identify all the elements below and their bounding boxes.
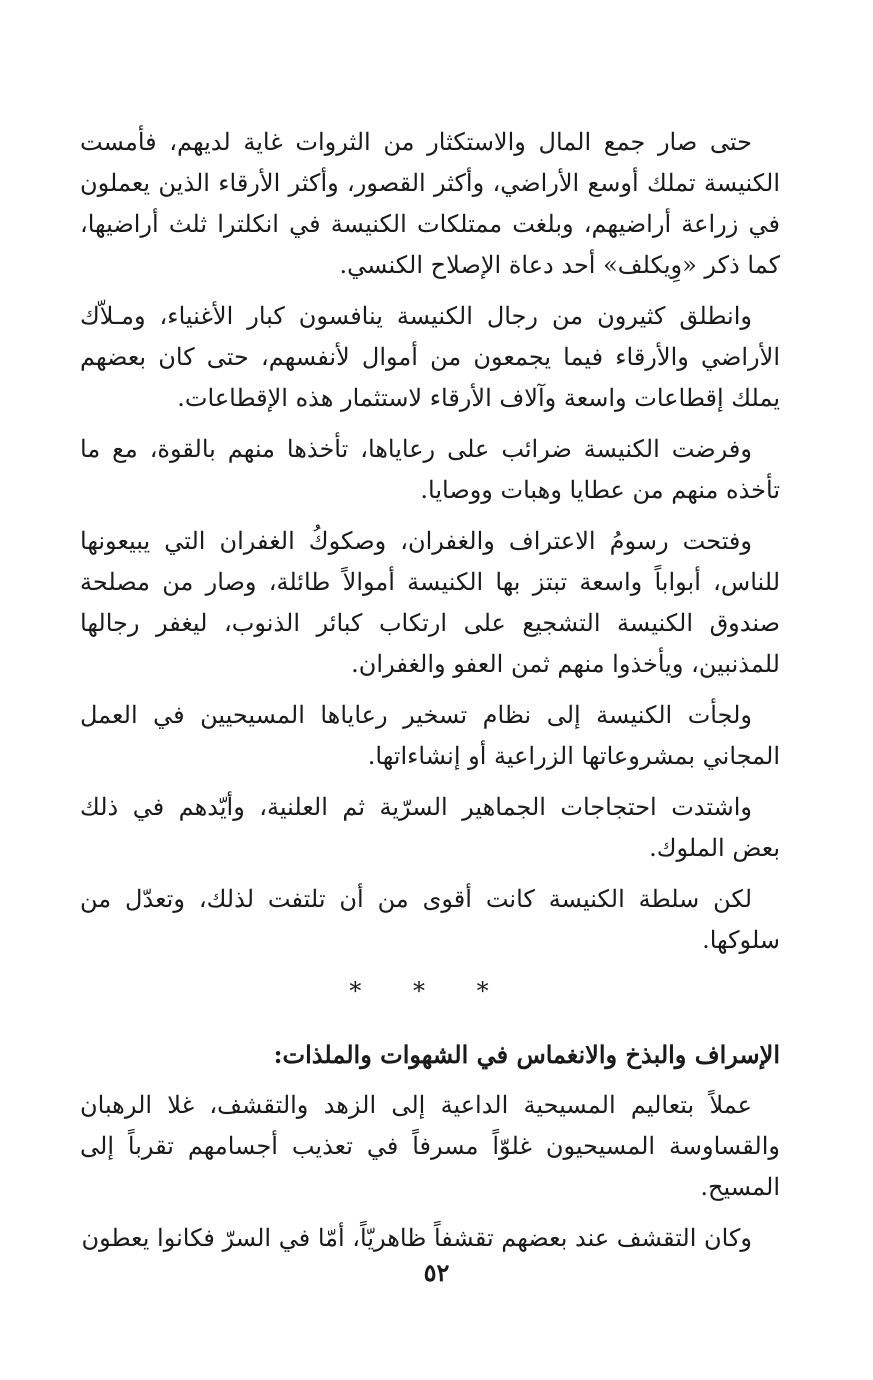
paragraph-4: وفتحت رسومُ الاعتراف والغفران، وصكوكُ الغفران التي يبيعونها للناس، أبواباً واسعة تبتز بها الكنيسة أموالاً طائلة، وصار من مصلحة صندوق الكنيسة التشجيع على ارتكاب كبائر الذنوب، ليغفر رجالها للمذنبين، ويأخذوا منهم ثمن العفو والغفران. [80, 527, 780, 678]
section-paragraph-2: وكان التقشف عند بعضهم تقشفاً ظاهريّاً، أمّا في السرّ فكانوا يعطون [81, 1224, 752, 1252]
section-heading: الإسراف والبذخ والانغماس في الشهوات والملذات: [273, 1040, 780, 1069]
page-body [80, 122, 780, 1269]
paragraph-2: وانطلق كثيرون من رجال الكنيسة ينافسون كبار الأغنياء، ومـلاّك الأراضي والأرقاء فيما يجمعون من أموال لأنفسهم، حتى كان بعضهم يملك إقطاعات واسعة وآلاف الأرقاء لاستثمار هذه الإقطاعات. [80, 302, 780, 412]
page-number: ٥٢ [423, 1258, 450, 1287]
paragraph-6: واشتدت احتجاجات الجماهير السرّية ثم العلنية، وأيّدهم في ذلك بعض الملوك. [80, 793, 780, 862]
paragraph-3: وفرضت الكنيسة ضرائب على رعاياها، تأخذها منهم بالقوة، مع ما تأخذه منهم من عطايا وهبات ووصايا. [80, 435, 780, 504]
paragraph-5: ولجأت الكنيسة إلى نظام تسخير رعاياها المسيحيين في العمل المجاني بمشروعاتها الزراعية أو إنشاءاتها. [80, 701, 780, 770]
section-paragraph-1: عملاً بتعاليم المسيحية الداعية إلى الزهد والتقشف، غلا الرهبان والقساوسة المسيحيون غلوّاً مسرفاً في تعذيب أجسامهم تقرباً إلى المسيح. [80, 1091, 780, 1201]
paragraph-1: حتى صار جمع المال والاستكثار من الثروات غاية لديهم، فأمست الكنيسة تملك أوسع الأراضي، وأكثر القصور، وأكثر الأرقاء الذين يعملون في زراعة أراضيهم، وبلغت ممتلكات الكنيسة في انكلترا ثلث أراضيها، كما ذكر «وِيكلف» أحد دعاة الإصلاح الكنسي. [80, 128, 780, 279]
paragraph-7: لكن سلطة الكنيسة كانت أقوى من أن تلتفت لذلك، وتعدّل من سلوكها. [80, 885, 780, 954]
section-separator: * * * [349, 977, 511, 1005]
